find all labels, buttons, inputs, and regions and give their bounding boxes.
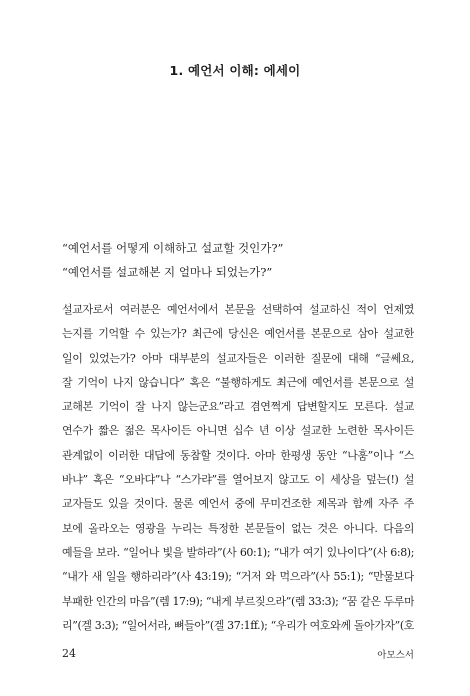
- body-line: 설교자로서 여러분은 예언서에서 본문을 선택하여 설교하신 적이 언제였: [62, 303, 414, 316]
- chapter-title: 1. 예언서 이해: 에세이: [169, 63, 301, 78]
- body-line: 는지를 기억할 수 있는가? 최근에 당신은 예언서를 본문으로 삼아 설교한: [62, 327, 414, 341]
- body-line: 관계없이 이러한 대답에 동참할 것이다. 아마 한평생 동안 “나훔”이나 “스: [62, 448, 414, 462]
- body-line: 예들을 보라. “일어나 빛을 발하라”(사 60:1); “내가 여기 있나이다”(사 6:8);: [62, 545, 414, 559]
- page-number: 24: [62, 647, 76, 660]
- quote-line: “예언서를 설교해본 지 얼마나 되었는가?”: [62, 265, 273, 279]
- body-line: 연수가 짧은 젊은 목사이든 아니면 십수 년 이상 설교한 노련한 목사이든: [62, 424, 414, 438]
- body-line: 보에 올라오는 영광을 누리는 특정한 본문들이 없는 것은 아니다. 다음의: [62, 521, 414, 535]
- body-line: “내가 새 일을 행하리라”(사 43:19); “거저 와 먹으라”(사 55:1); “만물보다: [62, 570, 414, 584]
- body-line: 부패한 인간의 마음”(렘 17:9); “내게 부르짖으라”(렘 33:3); “꿈 같은 두루마: [62, 594, 414, 608]
- body-line: 잘 기억이 나지 않습니다” 혹은 “불행하게도 최근에 예언서를 본문으로 설: [62, 375, 414, 389]
- opening-quotes: [62, 236, 422, 284]
- body-line: 교자들도 있을 것이다. 물론 예언서 중에 무미건조한 제목과 함께 자주 주: [62, 497, 414, 511]
- page-footer: [62, 647, 414, 663]
- running-head: 아모스서: [377, 650, 414, 661]
- body-line: 교해본 기억이 잘 나지 않는군요”라고 겸연쩍게 답변할지도 모른다. 설교: [62, 400, 414, 414]
- body-line: 바냐” 혹은 “오바댜”나 “스가랴”를 열어보지 않고도 이 세상을 덮는(!) 설: [62, 473, 414, 487]
- quote-line: “예언서를 어떻게 이해하고 설교할 것인가?”: [62, 241, 284, 255]
- body-line: 일이 있었는가? 아마 대부분의 설교자들은 이러한 질문에 대해 “글쎄요,: [62, 351, 414, 365]
- body-line: 리”(겔 3:3); “일어서라, 뼈들아”(겔 37:1ff.); “우리가 여호와께 돌아가자”(호: [62, 618, 414, 632]
- body-paragraph: [62, 298, 414, 638]
